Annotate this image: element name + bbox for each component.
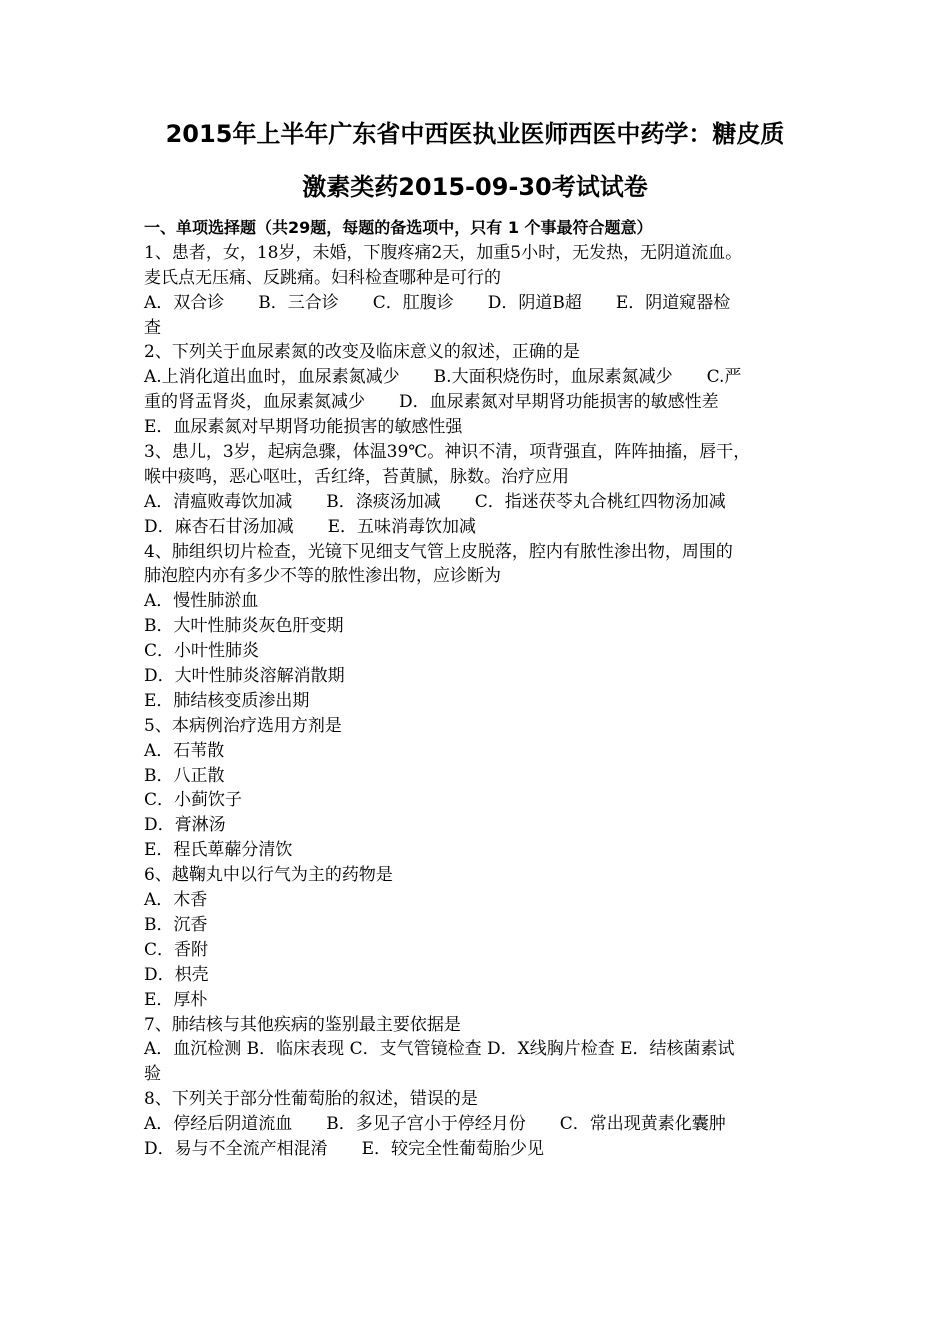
question-3-options-line-1: A．清瘟败毒饮加减 B．涤痰汤加减 C．指迷茯苓丸合桃红四物汤加减 — [144, 491, 726, 512]
question-2-stem: 2、下列关于血尿素氮的改变及临床意义的叙述，正确的是 — [144, 342, 580, 363]
question-5-option-b: B．八正散 — [144, 765, 225, 786]
question-5-option-c: C．小蓟饮子 — [144, 790, 243, 811]
question-6-stem: 6、越鞠丸中以行气为主的药物是 — [144, 865, 393, 886]
question-4-option-e: E．肺结核变质渗出期 — [144, 690, 310, 711]
question-6-option-c: C．香附 — [144, 939, 209, 960]
question-2-options-line-1: A.上消化道出血时，血尿素氮减少 B.大面积烧伤时，血尿素氮减少 C.严 — [144, 367, 742, 388]
question-4-option-c: C．小叶性肺炎 — [144, 641, 260, 662]
question-1-options-line-1: A．双合诊 B．三合诊 C．肛腹诊 D．阴道B超 E．阴道窥器检 — [144, 292, 731, 313]
question-3-stem-line-1: 3、患儿，3岁，起病急骤，体温39℃。神识不清，项背强直，阵阵抽搐，唇干， — [144, 442, 751, 463]
question-6-option-a: A．木香 — [144, 890, 208, 911]
question-8-stem: 8、下列关于部分性葡萄胎的叙述，错误的是 — [144, 1089, 478, 1110]
question-3-stem-line-2: 喉中痰鸣，恶心呕吐，舌红绛，苔黄腻，脉数。治疗应用 — [144, 466, 569, 487]
question-1-options-line-2: 查 — [144, 317, 161, 338]
question-6-option-d: D．枳壳 — [144, 964, 209, 985]
question-6-option-b: B．沉香 — [144, 914, 208, 935]
question-4-stem-line-2: 肺泡腔内亦有多少不等的脓性渗出物，应诊断为 — [144, 566, 501, 587]
question-8-options-line-1: A．停经后阴道流血 B．多见子宫小于停经月份 C．常出现黄素化囊肿 — [144, 1114, 726, 1135]
question-1-stem-line-1: 1、患者，女，18岁，未婚，下腹疼痛2天，加重5小时，无发热，无阴道流血。 — [144, 242, 743, 263]
document-title-line-1: 2015年上半年广东省中西医执业医师西医中药学：糖皮质 — [165, 120, 785, 148]
document-body — [144, 216, 812, 1162]
question-5-option-e: E．程氏萆薢分清饮 — [144, 840, 293, 861]
question-7-stem: 7、肺结核与其他疾病的鉴别最主要依据是 — [144, 1014, 461, 1035]
question-4-stem-line-1: 4、肺组织切片检查，光镜下见细支气管上皮脱落，腔内有脓性渗出物，周围的 — [144, 541, 733, 562]
question-2-options-line-2: 重的肾盂肾炎，血尿素氮减少 D．血尿素氮对早期肾功能损害的敏感性差 — [144, 392, 719, 413]
question-7-options-line-2: 验 — [144, 1064, 161, 1085]
question-4-option-a: A．慢性肺淤血 — [144, 591, 259, 612]
question-4-option-d: D．大叶性肺炎溶解消散期 — [144, 666, 345, 687]
question-2-options-line-3: E．血尿素氮对早期肾功能损害的敏感性强 — [144, 417, 463, 438]
question-8-options-line-2: D．易与不全流产相混淆 E．较完全性葡萄胎少见 — [144, 1138, 545, 1159]
question-6-option-e: E．厚朴 — [144, 989, 208, 1010]
document-title-line-2: 激素类药2015-09-30考试试卷 — [302, 173, 648, 201]
question-5-stem: 5、本病例治疗选用方剂是 — [144, 715, 342, 736]
question-5-option-d: D．膏淋汤 — [144, 815, 226, 836]
question-7-options-line-1: A．血沉检测 B．临床表现 C．支气管镜检查 D．X线胸片检查 E．结核菌素试 — [144, 1039, 735, 1060]
section-heading: 一、单项选择题（共29题，每题的备选项中，只有 1 个事最符合题意） — [144, 218, 653, 237]
question-1-stem-line-2: 麦氏点无压痛、反跳痛。妇科检查哪种是可行的 — [144, 267, 501, 288]
question-3-options-line-2: D．麻杏石甘汤加减 E．五味消毒饮加减 — [144, 516, 477, 537]
question-5-option-a: A．石苇散 — [144, 740, 225, 761]
question-4-option-b: B．大叶性肺炎灰色肝变期 — [144, 616, 344, 637]
